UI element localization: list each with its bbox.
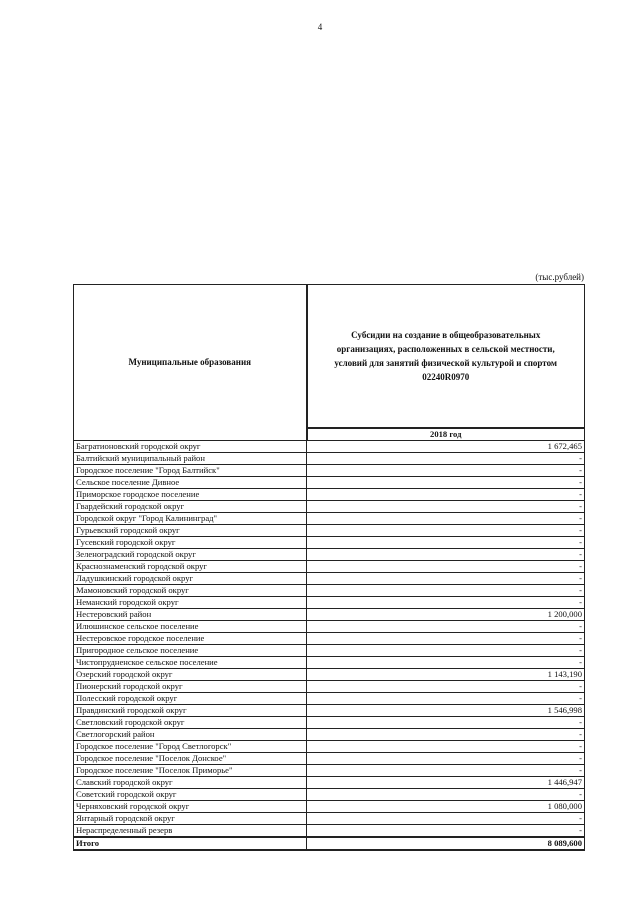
subsidy-value: 1 546,998 (307, 705, 585, 717)
municipality-name: Янтарный городской округ (74, 813, 307, 825)
table-row (74, 609, 585, 621)
municipality-name: Зеленоградский городской округ (74, 549, 307, 561)
municipality-name: Пригородное сельское поселение (74, 645, 307, 657)
subsidy-value: 1 080,000 (307, 801, 585, 813)
subsidy-value: 1 143,190 (307, 669, 585, 681)
subsidy-value: - (307, 825, 585, 838)
subsidy-value: - (307, 549, 585, 561)
subsidy-value: - (307, 573, 585, 585)
municipality-name: Светлогорский район (74, 729, 307, 741)
municipality-name: Правдинский городской округ (74, 705, 307, 717)
table-row (74, 741, 585, 753)
table-row (74, 597, 585, 609)
subsidy-value: - (307, 453, 585, 465)
table-row (74, 669, 585, 681)
subsidy-value: - (307, 477, 585, 489)
municipality-name: Полесский городской округ (74, 693, 307, 705)
municipality-name: Городское поселение "Город Светлогорск" (74, 741, 307, 753)
municipality-name: Городское поселение "Поселок Приморье" (74, 765, 307, 777)
subsidy-value: - (307, 489, 585, 501)
table-row (74, 825, 585, 838)
municipality-name: Озерский городской округ (74, 669, 307, 681)
subsidy-value: - (307, 621, 585, 633)
table-row (74, 813, 585, 825)
table-row (74, 729, 585, 741)
municipality-name: Городской округ "Город Калининград" (74, 513, 307, 525)
subsidy-value: - (307, 681, 585, 693)
municipality-name: Приморское городское поселение (74, 489, 307, 501)
table-row (74, 681, 585, 693)
municipality-name: Сельское поселение Дивное (74, 477, 307, 489)
table-row (74, 441, 585, 453)
subsidy-value: - (307, 813, 585, 825)
municipality-name: Неманский городской округ (74, 597, 307, 609)
subsidy-value: - (307, 561, 585, 573)
municipality-name: Светловский городской округ (74, 717, 307, 729)
table-row (74, 657, 585, 669)
municipality-name: Краснознаменский городской округ (74, 561, 307, 573)
municipality-name: Мамоновский городской округ (74, 585, 307, 597)
municipality-name: Пионерский городской округ (74, 681, 307, 693)
table-row (74, 477, 585, 489)
subsidy-value: 1 446,947 (307, 777, 585, 789)
municipality-name: Гвардейский городской округ (74, 501, 307, 513)
header-subsidy: Субсидии на создание в общеобразовательных организациях, расположенных в сельской местности, условий для занятий физической культурой и спортом 02240R0970 (307, 285, 585, 429)
table-row (74, 585, 585, 597)
subsidy-value: - (307, 657, 585, 669)
table-row (74, 513, 585, 525)
municipality-name: Славский городской округ (74, 777, 307, 789)
municipality-name: Советский городской округ (74, 789, 307, 801)
unit-note: (тыс.рублей) (535, 272, 584, 282)
municipality-name: Нестеровское городское поселение (74, 633, 307, 645)
subsidy-value: 1 672,465 (307, 441, 585, 453)
subsidy-value: 1 200,000 (307, 609, 585, 621)
header-municipality: Муниципальные образования (74, 285, 307, 441)
table-row (74, 789, 585, 801)
municipality-name: Гурьевский городской округ (74, 525, 307, 537)
municipality-name: Багратионовский городской округ (74, 441, 307, 453)
table-row (74, 801, 585, 813)
subsidy-value: - (307, 741, 585, 753)
municipality-name: Нестеровский район (74, 609, 307, 621)
table-row (74, 561, 585, 573)
subsidy-value: - (307, 765, 585, 777)
municipality-name: Черняховский городской округ (74, 801, 307, 813)
subsidy-value: - (307, 465, 585, 477)
subsidy-value: - (307, 537, 585, 549)
subsidy-value: - (307, 525, 585, 537)
subsidy-value: - (307, 585, 585, 597)
table-row (74, 465, 585, 477)
table-row (74, 633, 585, 645)
total-row (74, 837, 585, 850)
header-year: 2018 год (307, 428, 585, 441)
municipality-name: Балтийский муниципальный район (74, 453, 307, 465)
page-number: 4 (317, 22, 323, 32)
subsidy-value: - (307, 513, 585, 525)
total-label: Итого (74, 837, 307, 850)
table-row (74, 501, 585, 513)
table-row (74, 693, 585, 705)
subsidy-value: - (307, 693, 585, 705)
subsidy-value: - (307, 597, 585, 609)
table-row (74, 525, 585, 537)
subsidy-value: - (307, 501, 585, 513)
table-row (74, 537, 585, 549)
table-row (74, 621, 585, 633)
subsidy-value: - (307, 753, 585, 765)
table-header-row (74, 285, 585, 429)
table-row (74, 765, 585, 777)
subsidy-value: - (307, 645, 585, 657)
table-row (74, 573, 585, 585)
municipality-name: Ладушкинский городской округ (74, 573, 307, 585)
table-row (74, 453, 585, 465)
table-row (74, 549, 585, 561)
table-row (74, 777, 585, 789)
subsidy-table (73, 284, 585, 851)
table-row (74, 645, 585, 657)
subsidy-value: - (307, 633, 585, 645)
table-row (74, 705, 585, 717)
table-row (74, 753, 585, 765)
municipality-name: Городское поселение "Поселок Донское" (74, 753, 307, 765)
table-row (74, 717, 585, 729)
municipality-name: Чистопрудненское сельское поселение (74, 657, 307, 669)
municipality-name: Нераспределенный резерв (74, 825, 307, 838)
municipality-name: Городское поселение "Город Балтийск" (74, 465, 307, 477)
municipality-name: Гусевский городской округ (74, 537, 307, 549)
subsidy-value: - (307, 729, 585, 741)
municipality-name: Илюшинское сельское поселение (74, 621, 307, 633)
total-value: 8 089,600 (307, 837, 585, 850)
subsidy-value: - (307, 717, 585, 729)
subsidy-value: - (307, 789, 585, 801)
table-row (74, 489, 585, 501)
